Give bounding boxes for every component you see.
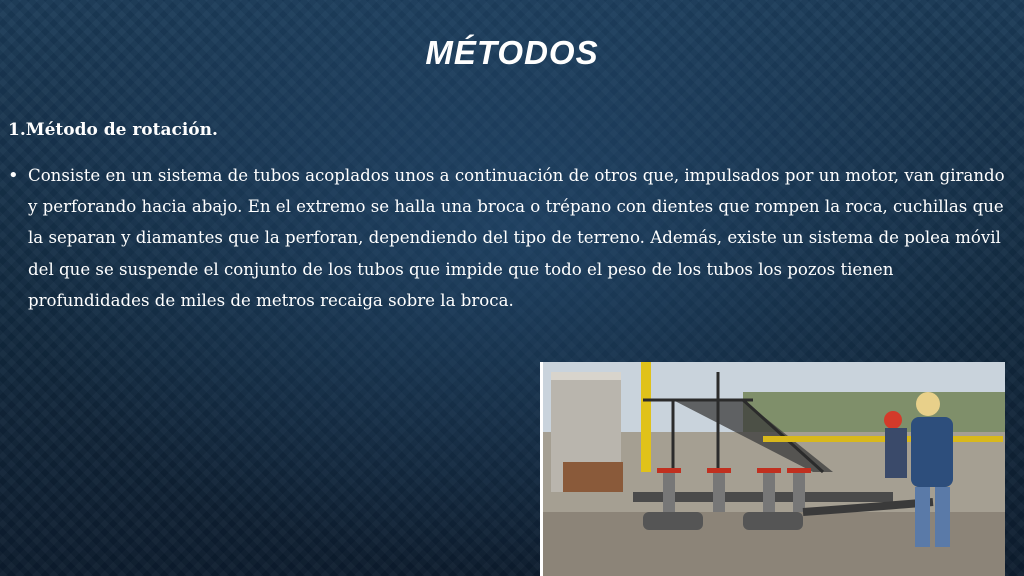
- oil-well-photo: [540, 362, 1005, 576]
- bullet-marker: •: [8, 165, 19, 186]
- slide-title: MÉTODOS: [425, 34, 599, 71]
- section-heading: 1.Método de rotación.: [8, 120, 218, 140]
- bullet-paragraph: Consiste en un sistema de tubos acoplados unos a continuación de otros que, impulsados por un motor, van girando y perforando hacia abajo. En el extremo se halla una broca o trépano con dientes que rompen la roca, cuchillas que la separan y diamantes que la perforan, dependiendo del tipo de terreno. Además, existe un sistema de polea móvil del que se suspende el conjunto de los tubos que impide que todo el peso de los tubos los pozos tienen profundidades de miles de metros recaiga sobre la broca.: [28, 166, 1005, 310]
- bullet-item: [8, 160, 1016, 316]
